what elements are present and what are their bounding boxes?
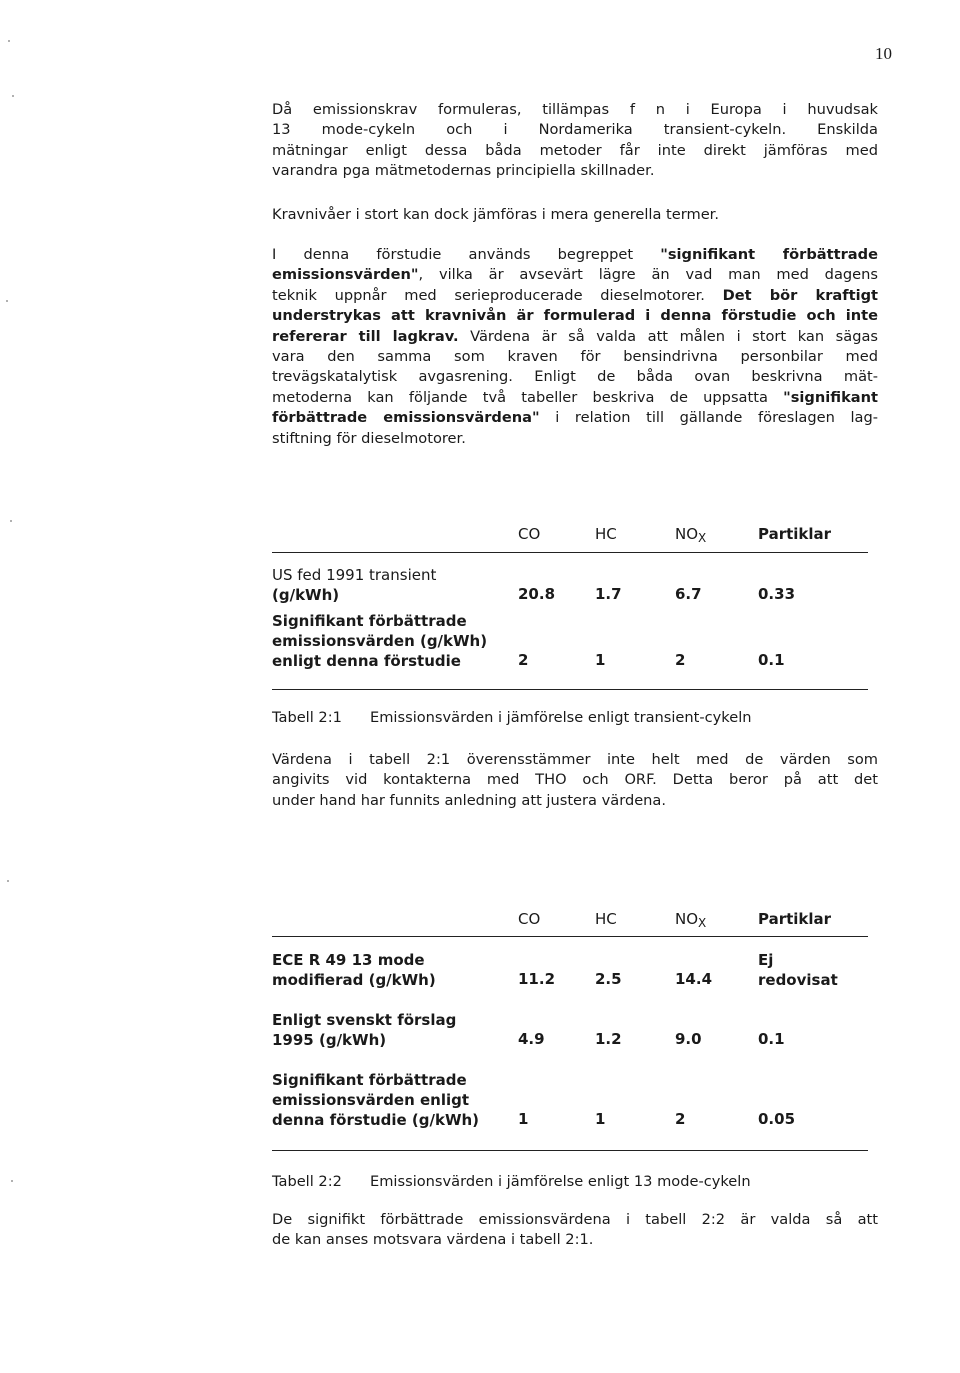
paragraph-1 [272,100,878,182]
paragraph-1-line-4: varandra pga mätmetodernas principiella skillnader. [272,162,655,180]
scan-speck [8,40,10,42]
paragraph-4-line-3: under hand har funnits anledning att justera värdena. [272,791,667,809]
paragraph-3-emphasis: refererar till lagkrav. [272,327,459,345]
paragraph-3-emphasis: understrykas att kravnivån är formulerad i denna förstudie och inte [272,307,878,325]
paragraph-4-line-2: angivits vid kontakterna med THO och ORF. Detta beror på att det [272,771,878,789]
table-1 [272,525,868,695]
table-2-header-co: CO [518,910,541,928]
row-label-line: Signifikant förbättrade [272,612,467,630]
table-1-header-partiklar: Partiklar [758,525,832,543]
paragraph-2 [272,205,878,225]
scan-speck [6,300,8,302]
paragraph-3-text: i relation till gällande föreslagen lag- [539,409,878,427]
row-label-line: ECE R 49 13 mode [272,951,425,969]
cell-co: 1 [518,1110,529,1128]
paragraph-3-text: teknik uppnår med serieproducerade dieselmotorer. [272,286,723,304]
caption-text: Emissionsvärden i jämförelse enligt 13 mode-cykeln [370,1173,751,1190]
paragraph-4 [272,750,878,811]
page-number: 10 [875,44,892,63]
cell-co: 11.2 [518,970,556,988]
nox-label: NO [675,525,699,543]
paragraph-3-line-9 [272,408,878,428]
paragraph-5-line-2: de kan anses motsvara värdena i tabell 2:1. [272,1231,594,1249]
cell-nox: 6.7 [675,585,702,603]
table-2-header-nox [675,910,706,930]
table-row [272,950,512,990]
paragraph-5-line-1: De signifikt förbättrade emissionsvärdena i tabell 2:2 är valda så att [272,1211,878,1228]
row-label-line: emissionsvärden (g/kWh) [272,632,488,650]
scan-speck [12,95,14,97]
row-label-line: enligt denna förstudie [272,652,461,670]
cell-hc: 1.2 [595,1030,622,1048]
table-row [272,611,512,671]
nox-subscript: X [698,916,707,930]
paragraph-1-line-3: mätningar enligt dessa båda metoder får inte direkt jämföras med [272,141,878,159]
caption-number: Tabell 2:1 [272,709,342,726]
paragraph-3-emphasis: "signifikant förbättrade [660,246,878,263]
row-label-line: Signifikant förbättrade [272,1071,467,1089]
nox-label: NO [675,910,699,928]
cell-co: 4.9 [518,1030,545,1048]
row-label-line: US fed 1991 transient [272,566,437,584]
cell-co: 2 [518,651,529,669]
table-1-top-rule [272,552,868,553]
table-1-header-nox [675,525,706,545]
cell-partiklar: 0.1 [758,651,785,669]
caption-text: Emissionsvärden i jämförelse enligt transient-cykeln [370,709,752,726]
table-2-header-hc: HC [595,910,617,928]
cell-partiklar-line: redovisat [758,971,838,989]
table-1-caption [272,708,872,728]
paragraph-3-emphasis: förbättrade emissionsvärdena" [272,409,540,427]
cell-hc: 1 [595,651,606,669]
paragraph-3-text: I denna förstudie används begreppet [272,246,661,263]
cell-nox: 2 [675,651,686,669]
paragraph-3-line-8 [272,388,878,408]
row-label-line: emissionsvärden enligt [272,1091,470,1109]
cell-hc: 2.5 [595,970,622,988]
cell-hc: 1.7 [595,585,622,603]
cell-nox: 14.4 [675,970,713,988]
paragraph-2-line-1: Kravnivåer i stort kan dock jämföras i mera generella termer. [272,206,719,223]
table-row [272,1010,512,1050]
table-1-header-co: CO [518,525,541,543]
row-label-line: Enligt svenskt förslag [272,1011,457,1029]
nox-subscript: X [698,531,707,545]
paragraph-3 [272,245,878,449]
row-label-line: modifierad (g/kWh) [272,971,436,989]
row-label-line: 1995 (g/kWh) [272,1031,387,1049]
cell-nox: 2 [675,1110,686,1128]
scan-speck [11,1180,13,1182]
paragraph-3-line-6: vara den samma som kraven för bensindrivna personbilar med [272,348,878,366]
paragraph-1-line-2: 13 mode-cykeln och i Nordamerika transient-cykeln. Enskilda [272,121,878,139]
paragraph-3-text: Värdena är så valda att målen i stort kan sägas [458,327,878,345]
table-2-top-rule [272,936,868,937]
table-2-bottom-rule [272,1150,868,1151]
paragraph-3-line-2 [272,265,878,285]
paragraph-5 [272,1210,878,1251]
table-2-header-partiklar: Partiklar [758,910,832,928]
table-row [272,565,512,605]
paragraph-3-line-4 [272,306,878,326]
paragraph-3-emphasis: Det bör kraftigt [722,286,878,304]
table-2-caption [272,1172,872,1192]
table-1-header-hc: HC [595,525,617,543]
paragraph-4-line-1: Värdena i tabell 2:1 överensstämmer inte helt med de värden som [272,751,878,768]
paragraph-3-text: metoderna kan följande två tabeller beskriva de uppsatta [272,388,784,406]
cell-partiklar [758,950,838,990]
cell-partiklar-line: Ej [758,951,774,969]
paragraph-3-emphasis: "signifikant [783,388,878,406]
cell-co: 20.8 [518,585,556,603]
cell-partiklar: 0.1 [758,1030,785,1048]
row-label-line: (g/kWh) [272,586,340,604]
table-1-bottom-rule [272,689,868,690]
scan-speck [10,520,12,522]
cell-partiklar: 0.05 [758,1110,796,1128]
paragraph-3-text: , vilka är avsevärt lägre än vad man med dagens [418,266,878,284]
paragraph-3-line-7: trevägskatalytisk avgasrening. Enligt de båda ovan beskrivna mät- [272,368,878,386]
cell-partiklar: 0.33 [758,585,796,603]
caption-number: Tabell 2:2 [272,1173,342,1190]
paragraph-3-line-1 [272,245,878,265]
cell-hc: 1 [595,1110,606,1128]
paragraph-1-line-1: Då emissionskrav formuleras, tillämpas f n i Europa i huvudsak [272,101,878,118]
paragraph-3-line-5 [272,327,878,347]
row-label-line: denna förstudie (g/kWh) [272,1111,480,1129]
scan-speck [7,880,9,882]
paragraph-3-emphasis: emissionsvärden" [272,266,419,284]
paragraph-3-line-10: stiftning för dieselmotorer. [272,429,466,447]
table-row [272,1070,512,1130]
table-2 [272,910,868,1160]
cell-nox: 9.0 [675,1030,702,1048]
paragraph-3-line-3 [272,286,878,306]
